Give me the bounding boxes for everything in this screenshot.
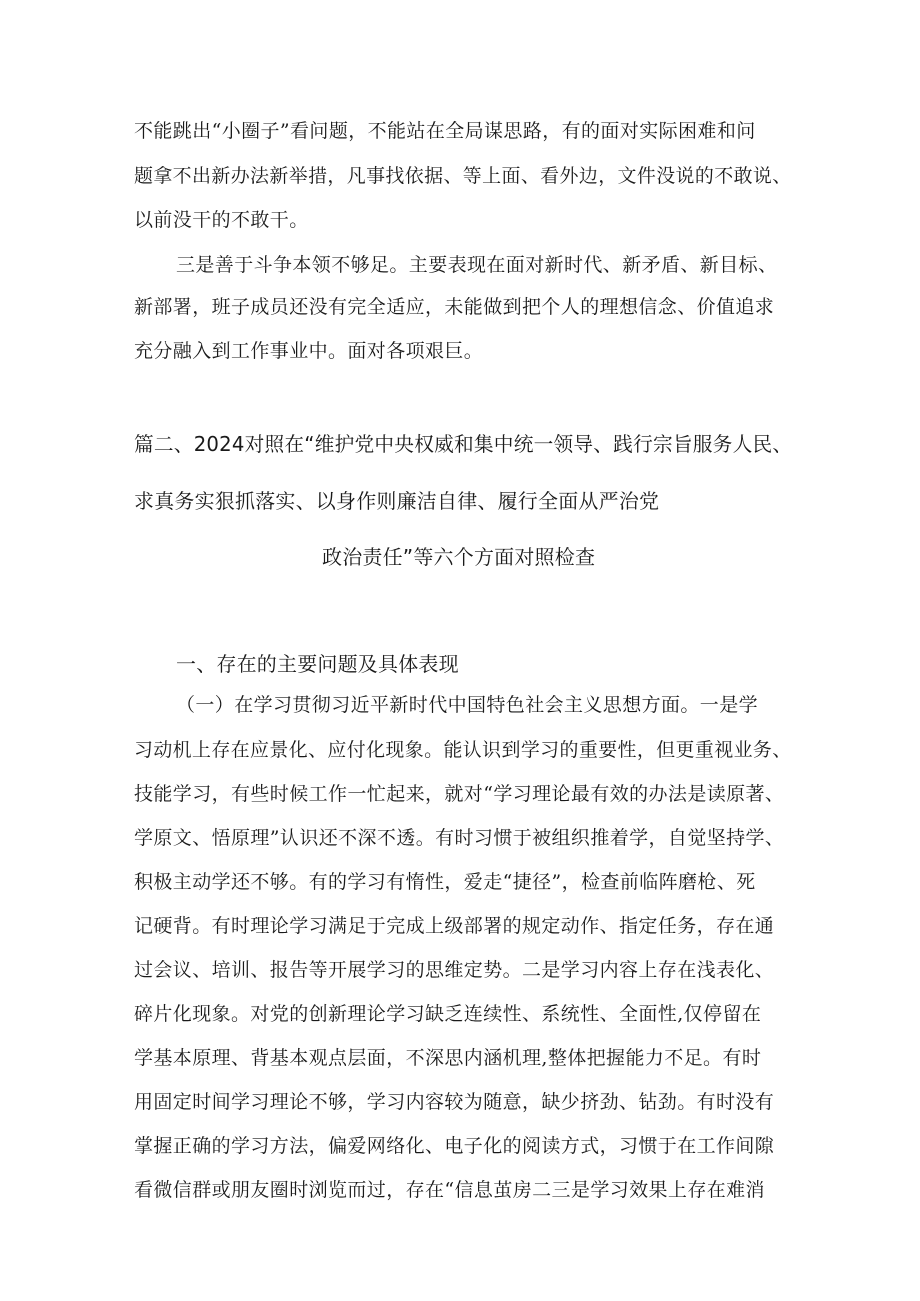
text-line: 碎片化现象。对党的创新理论学习缺乏连续性、系统性、全面性,仅停留在 [134,1003,762,1025]
text-line: 过会议、培训、报告等开展学习的思维定势。二是学习内容上存在浅表化、 [134,959,775,981]
text-line: 习动机上存在应景化、应付化现象。能认识到学习的重要性，但更重视业务、 [134,739,792,761]
text-line: 不能跳出“小圈子”看问题，不能站在全局谋思路，有的面对实际困难和问 [134,120,756,142]
text-line: 积极主动学还不够。有的学习有惰性，爱走“捷径”，检查前临阵磨枪、死 [134,871,756,893]
text-line: 用固定时间学习理论不够，学习内容较为随意，缺少挤劲、钻劲。有时没有 [134,1091,775,1113]
text-line: 学原文、悟原理”认识还不深不透。有时习惯于被组织推着学，自觉坚持学、 [134,827,785,849]
text-line: （一）在学习贯彻习近平新时代中国特色社会主义思想方面。一是学 [176,694,759,716]
text-line: 技能学习，有些时候工作一忙起来，就对“学习理论最有效的办法是读原著、 [134,783,785,805]
text-line: 看微信群或朋友圈时浏览而过，存在“信息茧房二三是学习效果上存在难消 [134,1179,765,1201]
article-title-line: 政治责任”等六个方面对照检查 [322,545,596,569]
text-line: 三是善于斗争本领不够足。主要表现在面对新时代、新矛盾、新目标、 [176,254,778,276]
text-line: 充分融入到工作事业中。面对各项艰巨。 [134,340,484,362]
section-heading: 一、存在的主要问题及具体表现 [176,652,459,676]
text-line: 以前没干的不敢干。 [134,209,309,231]
text-line: 学基本原理、背基本观点层面，不深思内涵机理,整体把握能力不足。有时 [134,1047,762,1069]
text-line: 新部署，班子成员还没有完全适应，未能做到把个人的理想信念、价值追求 [134,296,775,318]
article-title-line: 篇二、2024对照在“维护党中央权威和集中统一领导、践行宗旨服务人民、 [134,432,793,456]
text-line: 记硬背。有时理论学习满足于完成上级部署的规定动作、指定任务，存在通 [134,915,775,937]
text-line: 掌握正确的学习方法，偏爱网络化、电子化的阅读方式，习惯于在工作间隙 [134,1135,775,1157]
text-line: 题拿不出新办法新举措，凡事找依据、等上面、看外边，文件没说的不敢说、 [134,165,792,187]
article-title-line: 求真务实狠抓落实、以身作则廉洁自律、履行全面从严治党 [134,489,660,513]
